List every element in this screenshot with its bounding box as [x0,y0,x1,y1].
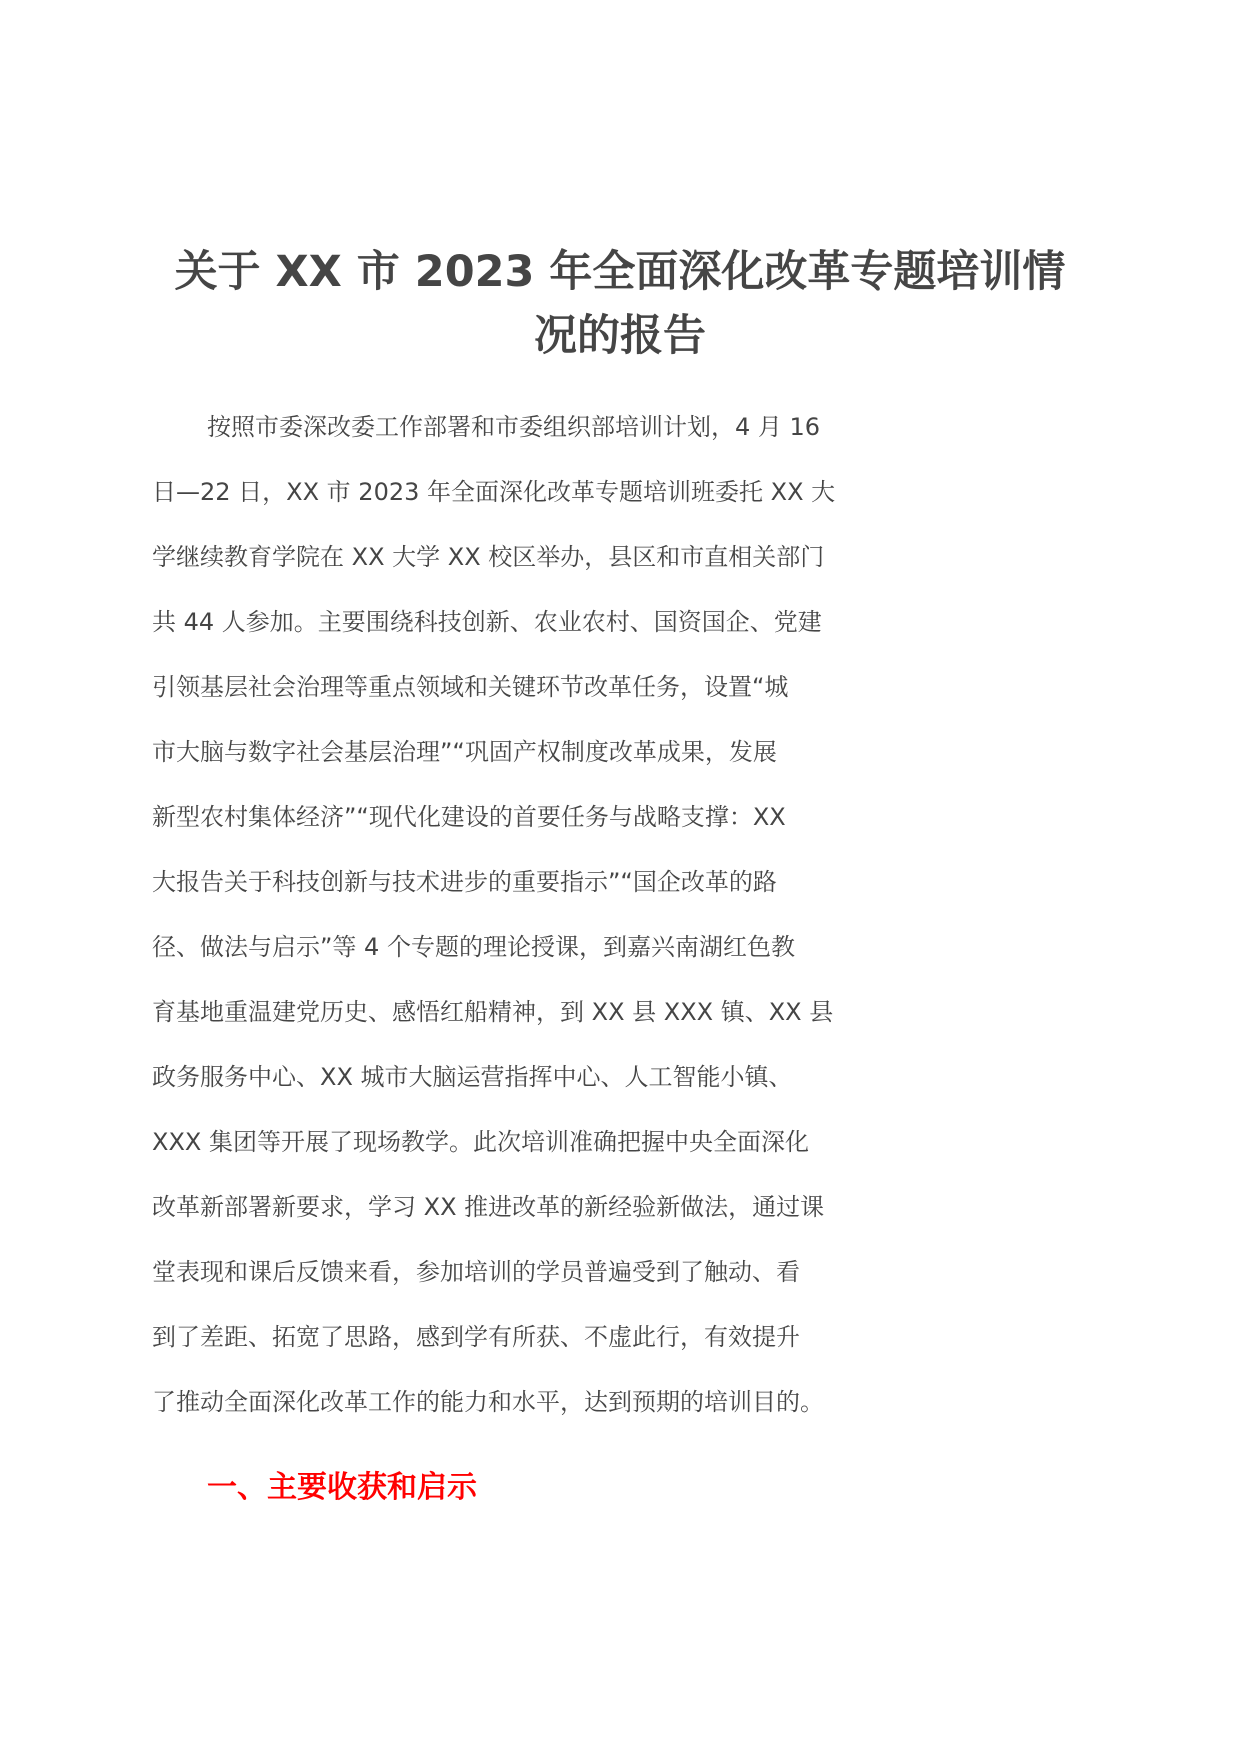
body-line: 日—22 日，XX 市 2023 年全面深化改革专题培训班委托 XX 大 [152,478,836,506]
body-line: 育基地重温建党历史、感悟红船精神，到 XX 县 XXX 镇、XX 县 [152,998,834,1026]
body-line: 径、做法与启示”等 4 个专题的理论授课，到嘉兴南湖红色教 [152,933,795,961]
body-line: 共 44 人参加。主要围绕科技创新、农业农村、国资国企、党建 [152,608,822,636]
body-line: 按照市委深改委工作部署和市委组织部培训计划，4 月 16 [207,413,821,441]
body-line: XXX 集团等开展了现场教学。此次培训准确把握中央全面深化 [152,1128,809,1156]
body-line: 到了差距、拓宽了思路，感到学有所获、不虚此行，有效提升 [152,1323,800,1351]
body-line: 改革新部署新要求，学习 XX 推进改革的新经验新做法，通过课 [152,1193,825,1221]
body-paragraph [152,395,1092,1435]
body-line: 引领基层社会治理等重点领域和关键环节改革任务，设置“城 [152,673,789,701]
body-line: 政务服务中心、XX 城市大脑运营指挥中心、人工智能小镇、 [152,1063,793,1091]
body-line: 市大脑与数字社会基层治理”“巩固产权制度改革成果，发展 [152,738,777,766]
body-line: 堂表现和课后反馈来看，参加培训的学员普遍受到了触动、看 [152,1258,800,1286]
section-heading: 一、主要收获和启示 [207,1470,477,1505]
body-line: 大报告关于科技创新与技术进步的重要指示”“国企改革的路 [152,868,777,896]
title-line-1: 关于 XX 市 2023 年全面深化改革专题培训情 [174,247,1066,297]
body-line: 了推动全面深化改革工作的能力和水平，达到预期的培训目的。 [152,1388,824,1416]
title-line-2: 况的报告 [534,311,706,361]
body-line: 新型农村集体经济”“现代化建设的首要任务与战略支撑：XX [152,803,786,831]
body-line: 学继续教育学院在 XX 大学 XX 校区举办，县区和市直相关部门 [152,543,825,571]
document-title [150,240,1090,368]
